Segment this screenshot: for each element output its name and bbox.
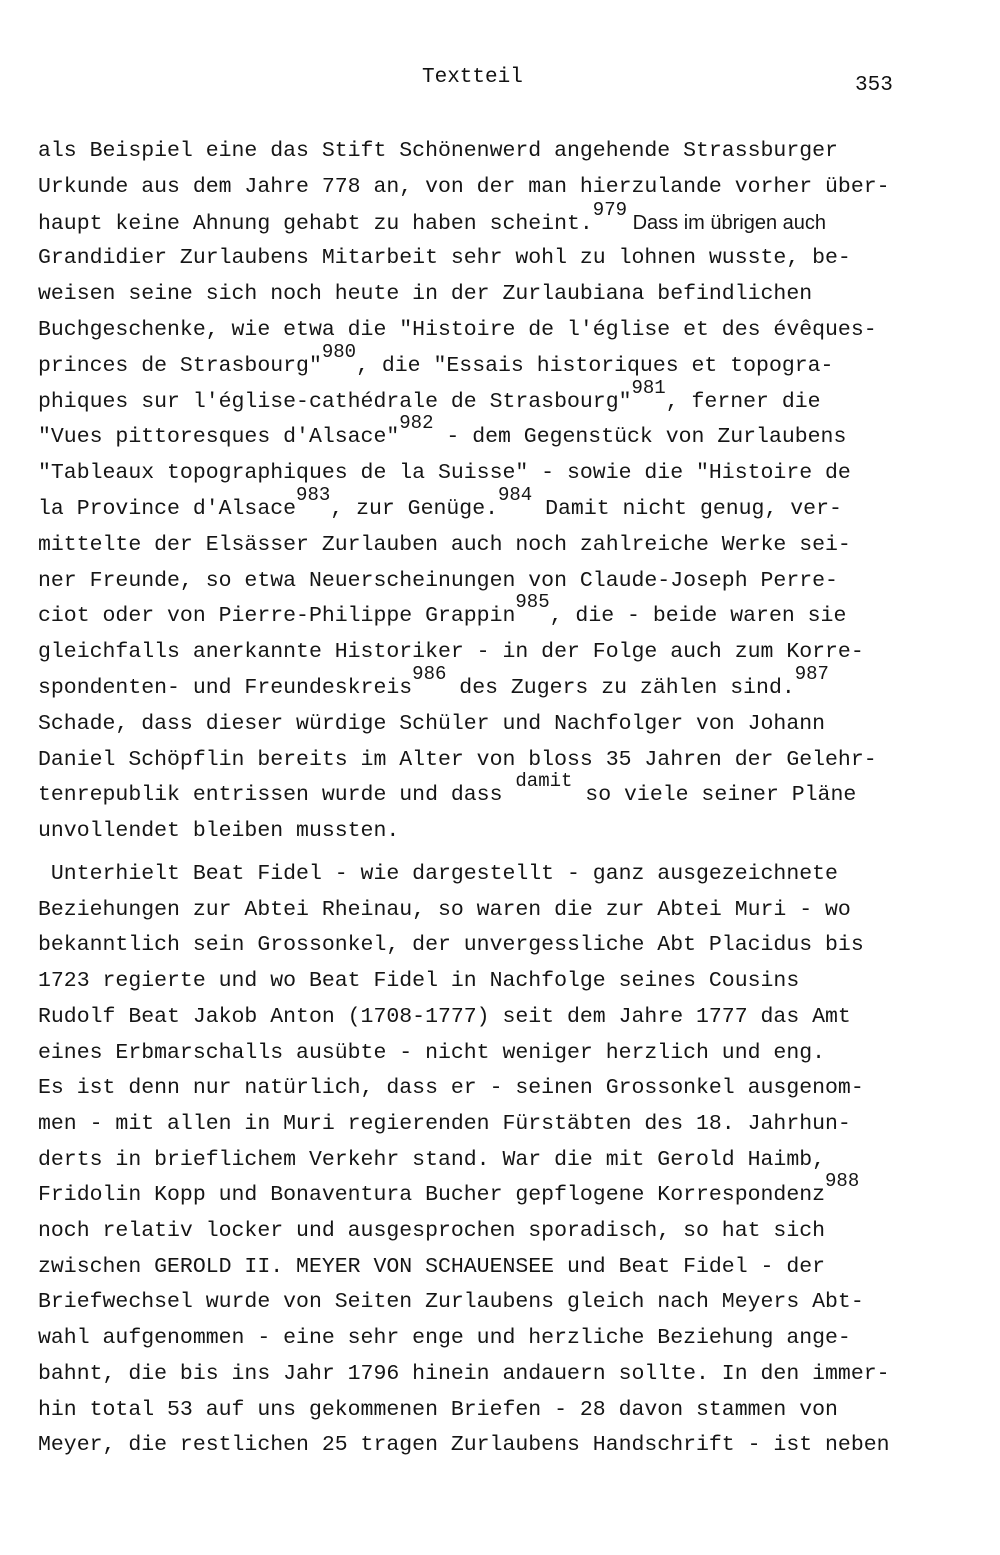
text-run: Unterhielt Beat Fidel - wie dargestellt - ganz ausgezeichnete (38, 862, 838, 886)
paragraph1-line (38, 528, 851, 562)
text-run: ciot oder von Pierre-Philippe Grappin (38, 604, 516, 629)
paragraph2-line (38, 857, 838, 891)
text-run: Meyer, die restlichen 25 tragen Zurlaubens Handschrift - ist neben (38, 1433, 890, 1458)
text-run: phiques sur l'église-cathédrale de Strasbourg" (38, 389, 632, 414)
text-run: derts in brieflichem Verkehr stand. War die mit Gerold Haimb, (38, 1147, 826, 1172)
paragraph1-line (38, 770, 857, 812)
footnote-ref: 985 (515, 591, 550, 614)
text-run: , die "Essais historiques et topogra- (356, 353, 834, 378)
paragraph1-line (38, 241, 851, 275)
footnote-ref: 988 (825, 1170, 860, 1193)
paragraph1-line (38, 412, 847, 454)
paragraph1-line (38, 340, 834, 383)
paragraph2-line (38, 1285, 864, 1319)
footnote-ref: 979 (592, 198, 628, 221)
text-run: Dass im übrigen auch (627, 211, 826, 234)
paragraph1-line (38, 198, 826, 240)
text-run: Briefwechsel wurde von Seiten Zurlaubens gleich nach Meyers Abt- (38, 1290, 864, 1315)
text-run: Schade, dass dieser würdige Schüler und Nachfolger von Johann (38, 711, 826, 736)
footnote-ref: 983 (296, 484, 331, 506)
text-run: als Beispiel eine das Stift Schönenwerd angehende Strassburger (38, 139, 838, 163)
paragraph2-line (38, 1214, 825, 1248)
paragraph2-line (38, 1170, 860, 1212)
paragraph1-line (38, 456, 851, 490)
text-run: Es ist denn nur natürlich, dass er - seinen Grossonkel ausgenom- (38, 1076, 864, 1101)
text-run: Buchgeschenke, wie etwa die "Histoire de l'église et des évêques- (38, 318, 877, 342)
text-run: hin total 53 auf uns gekommenen Briefen - 28 davon stammen von (38, 1397, 838, 1422)
text-run: haupt keine Ahnung gehabt zu haben scheint. (38, 211, 593, 236)
footnote-ref: 982 (399, 412, 434, 435)
paragraph1-line (38, 743, 877, 777)
footnote-ref: damit (515, 770, 573, 793)
paragraph2-line (38, 1357, 890, 1391)
footnote-ref: 986 (412, 663, 447, 685)
paragraph1-line (38, 564, 838, 598)
text-run: Beziehungen zur Abtei Rheinau, so waren die zur Abtei Muri - wo (38, 897, 851, 922)
paragraph2-line (38, 1321, 851, 1355)
text-run: , ferner die (665, 389, 821, 414)
text-run: Grandidier Zurlaubens Mitarbeit sehr wohl zu lohnen wusste, be- (38, 246, 851, 271)
text-run: tenrepublik entrissen wurde und dass (38, 783, 516, 808)
paragraph1-line (38, 313, 877, 347)
running-title: Textteil (422, 66, 523, 89)
text-run: bekanntlich sein Grossonkel, der unvergessliche Abt Placidus bis (38, 933, 864, 958)
text-run: Urkunde aus dem Jahre 778 an, von der man hierzulande vorher über- (38, 174, 890, 199)
footnote-ref: 980 (321, 340, 357, 363)
paragraph1-line (38, 707, 825, 741)
text-run: , zur Genüge. (330, 497, 498, 521)
text-run: so viele seiner Pläne (572, 783, 857, 808)
text-run: zwischen GEROLD II. MEYER VON SCHAUENSEE und Beat Fidel - der (38, 1254, 826, 1279)
text-run: Fridolin Kopp und Bonaventura Bucher gepflogene Korrespondenz (38, 1183, 826, 1208)
footnote-ref: 984 (498, 484, 533, 506)
page-header (0, 62, 1000, 102)
text-run: bahnt, die bis ins Jahr 1796 hinein andauern sollte. In den immer- (38, 1361, 890, 1386)
paragraph1-line (38, 663, 829, 705)
text-run: men - mit allen in Muri regierenden Fürstäbten des 18. Jahrhun- (38, 1111, 851, 1136)
text-run: , die - beide waren sie (549, 604, 847, 629)
paragraph2-line (38, 1250, 825, 1284)
text-run: 1723 regierte und wo Beat Fidel in Nachfolge seines Cousins (38, 969, 800, 994)
paragraph1-line (38, 170, 890, 204)
footnote-ref: 981 (631, 376, 666, 399)
text-run: weisen seine sich noch heute in der Zurlaubiana befindlichen (38, 282, 813, 307)
text-run: wahl aufgenommen - eine sehr enge und herzliche Beziehung ange- (38, 1326, 851, 1351)
paragraph2-line (38, 1036, 825, 1070)
text-run: noch relativ locker und ausgesprochen sporadisch, so hat sich (38, 1219, 826, 1243)
text-run: Damit nicht genug, ver- (532, 497, 842, 521)
text-run: - dem Gegenstück von Zurlaubens (433, 425, 847, 450)
paragraph1-line (38, 134, 838, 168)
text-run: eines Erbmarschalls ausübte - nicht weniger herzlich und eng. (38, 1040, 826, 1065)
paragraph1-line (38, 484, 842, 526)
paragraph2-line (38, 1428, 890, 1462)
text-run: Daniel Schöpflin bereits im Alter von bloss 35 Jahren der Gelehr- (38, 747, 877, 772)
page-number: 353 (855, 74, 893, 97)
text-run: unvollendet bleiben mussten. (38, 819, 400, 844)
text-run: princes de Strasbourg" (38, 353, 322, 378)
paragraph2-line (38, 1393, 838, 1427)
paragraph2-line (38, 893, 851, 927)
text-run: gleichfalls anerkannte Historiker - in der Folge auch zum Korre- (38, 640, 864, 665)
footnote-ref: 987 (794, 663, 829, 685)
text-run: "Vues pittoresques d'Alsace" (38, 425, 400, 450)
paragraph2-line (38, 1071, 864, 1105)
paragraph1-line (38, 277, 812, 311)
text-run: Rudolf Beat Jakob Anton (1708-1777) seit dem Jahre 1777 das Amt (38, 1004, 851, 1029)
paragraph2-line (38, 1000, 851, 1034)
paragraph2-line (38, 1107, 851, 1141)
text-run: ner Freunde, so etwa Neuerscheinungen von Claude-Joseph Perre- (38, 568, 838, 593)
paragraph2-line (38, 1143, 825, 1177)
paragraph1-line (38, 635, 864, 669)
text-run: la Province d'Alsace (38, 497, 297, 521)
paragraph1-line (38, 591, 847, 633)
text-run: mittelte der Elsässer Zurlauben auch noch zahlreiche Werke sei- (38, 532, 851, 557)
text-run: spondenten- und Freundeskreis (38, 676, 413, 700)
text-run: "Tableaux topographiques de la Suisse" - sowie die "Histoire de (38, 461, 851, 486)
paragraph2-line (38, 928, 864, 962)
text-run: des Zugers zu zählen sind. (446, 676, 795, 700)
paragraph2-line (38, 964, 799, 998)
paragraph1-line (38, 814, 399, 848)
